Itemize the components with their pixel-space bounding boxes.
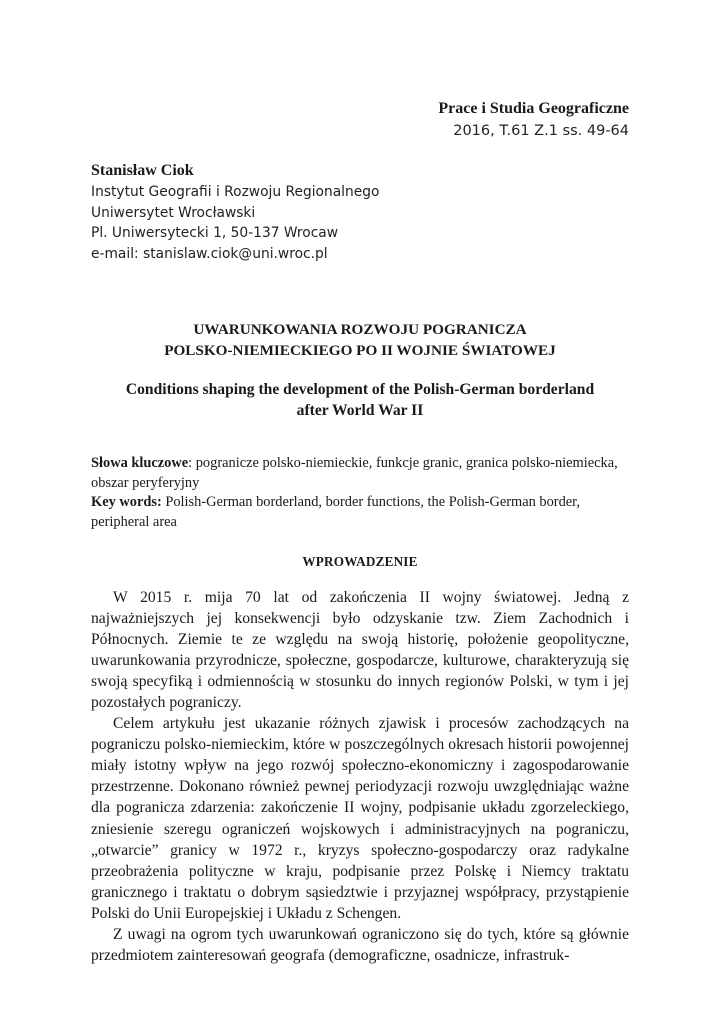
- affiliation-institute: Instytut Geografii i Rozwoju Regionalnego: [91, 184, 380, 200]
- keywords-english: [91, 493, 629, 532]
- title-en-line-1: Conditions shaping the development of the Polish-German borderland: [125, 381, 595, 398]
- title-pl-line-1: UWARUNKOWANIA ROZWOJU POGRANICZA: [193, 321, 527, 338]
- keywords-block: [91, 454, 629, 532]
- keywords-english-label: Key words:: [91, 494, 162, 511]
- title-en-line-2: after World War II: [296, 402, 424, 419]
- article-title-english: [91, 379, 629, 421]
- affiliation-university: Uniwersytet Wrocławski: [91, 204, 256, 221]
- journal-name: Prace i Studia Geograficzne: [438, 100, 629, 117]
- section-heading: WPROWADZENIE: [302, 554, 418, 569]
- author-email: e-mail: stanislaw.ciok@uni.wroc.pl: [91, 245, 328, 262]
- journal-header: [438, 98, 629, 142]
- author-block: [91, 160, 379, 264]
- affiliation-address: Pl. Uniwersytecki 1, 50-137 Wrocaw: [91, 225, 339, 242]
- title-pl-line-2: POLSKO-NIEMIECKIEGO PO II WOJNIE ŚWIATOWEJ: [164, 342, 556, 359]
- article-title-polish: [91, 319, 629, 361]
- author-name: Stanisław Ciok: [91, 162, 194, 179]
- keywords-english-text: Polish-German borderland, border functions, the Polish-German border, peripheral area: [91, 494, 580, 530]
- body-paragraph-3: Z uwagi na ogrom tych uwarunkowań ograniczono się do tych, które są głównie przedmiotem zainteresowań geografa (demograficzne, osadnicze, infrastruk-: [91, 925, 629, 964]
- body-text: [91, 587, 629, 966]
- keywords-polish: [91, 454, 629, 493]
- body-paragraph-1: W 2015 r. mija 70 lat od zakończenia II wojny światowej. Jedną z najważniejszych jej konsekwencji było odzyskanie tzw. Ziem Zachodnich i Północnych. Ziemie te ze względu na swoją historię, położenie geopolityczne, uwarunkowania przyrodnicze, społeczne, gospodarcze, kulturowe, charakteryzują się swoją specyfiką i odmiennością w stosunku do innych regionów Polski, w tym i jej pozostałych pograniczy.: [91, 589, 629, 712]
- body-paragraph-2: Celem artykułu jest ukazanie różnych zjawisk i procesów zachodzących na pograniczu polsko-niemieckim, które w poszczególnych okresach historii powojennej miały istotny wpływ na jego rozwój społeczno-ekonomiczny i zagospodarowanie przestrzenne. Dokonano również pewnej periodyzacji rozwoju uwzględniając ważne dla pogranicza zdarzenia: zakończenie II wojny, podpisanie układu zgorzeleckiego, zniesienie szeregu ograniczeń wojskowych i administracyjnych na pograniczu, „otwarcie” granicy w 1972 r., kryzys społeczno-gospodarczy oraz radykalne przeobrażenia polityczne w kraju, podpisanie przez Polskę i Niemcy traktatu granicznego i traktatu o dobrym sąsiedztwie i przyjaznej współpracy, przystąpienie Polski do Unii Europejskiej i Układu z Schengen.: [91, 715, 629, 922]
- keywords-polish-text: : pogranicze polsko-niemieckie, funkcje granic, granica polsko-niemiecka, obszar peryferyjny: [91, 455, 618, 491]
- journal-issue: 2016, T.61 Z.1 ss. 49-64: [453, 123, 629, 139]
- keywords-polish-label: Słowa kluczowe: [91, 455, 189, 471]
